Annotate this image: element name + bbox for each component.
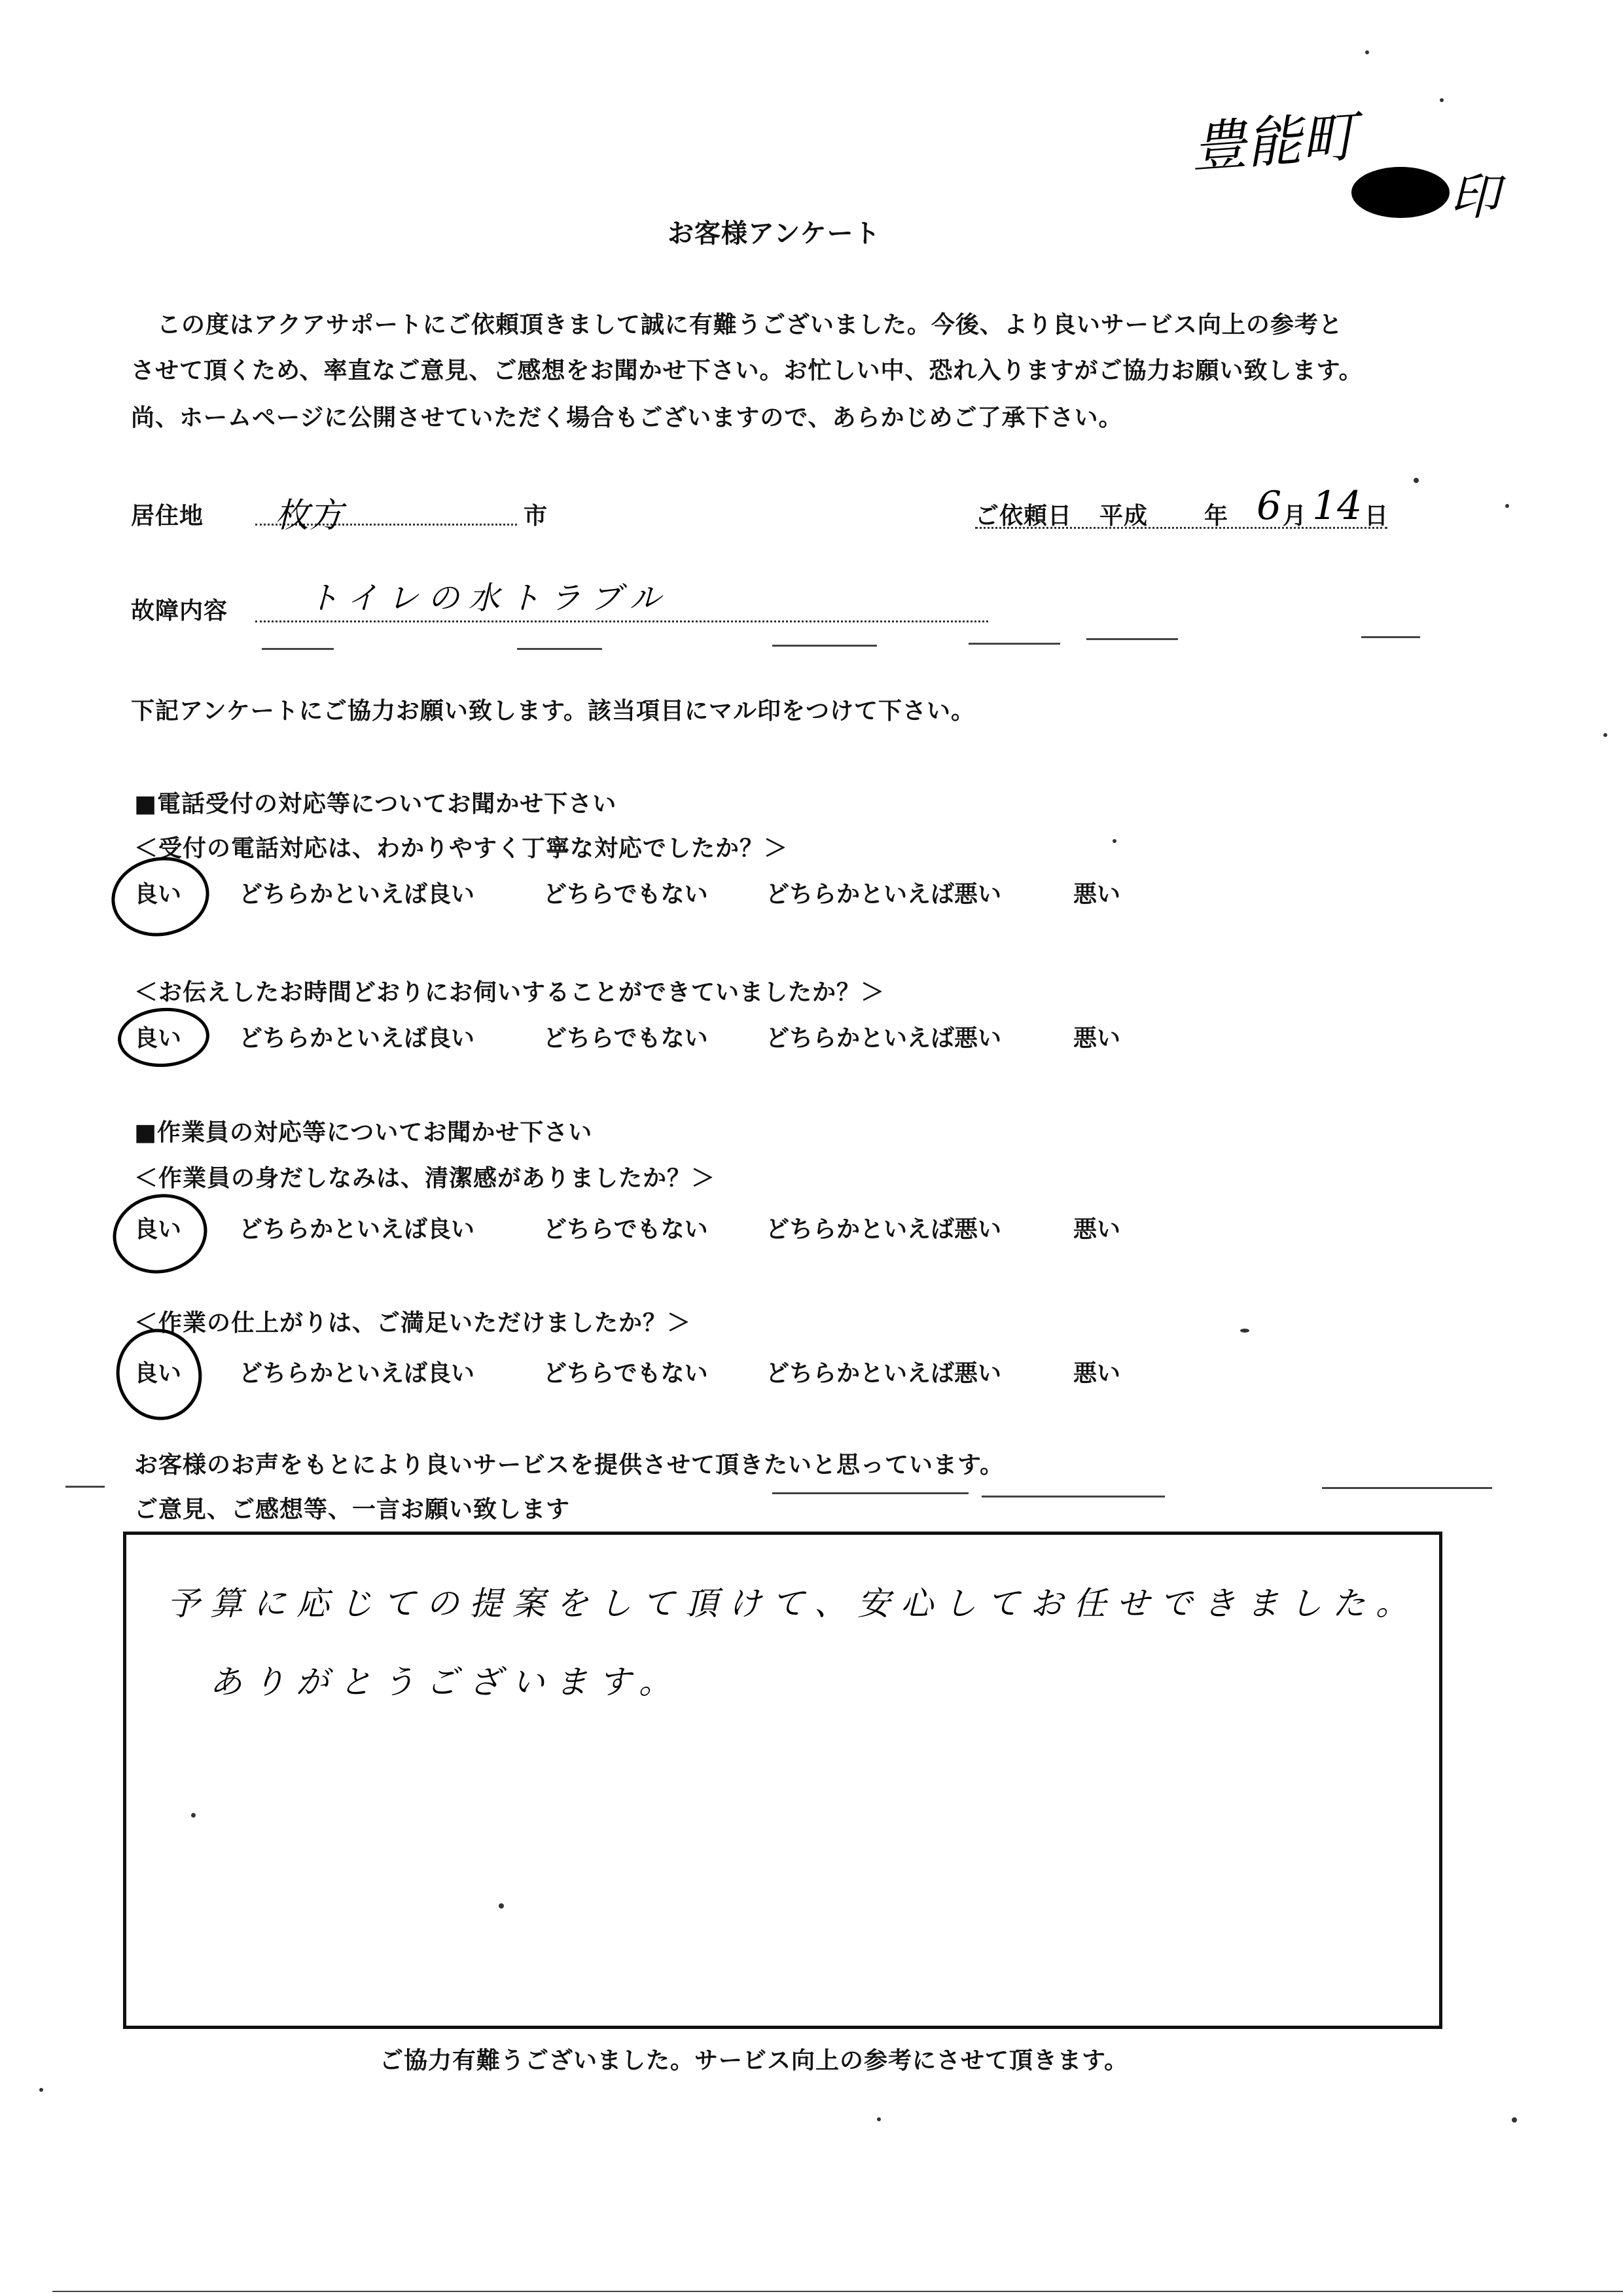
q2-option-bad[interactable]: 悪い [1073, 1025, 1121, 1052]
scan-speck [877, 2117, 881, 2121]
footer-text: ご協力有難うございました。サービス向上の参考にさせて頂きます。 [380, 2047, 1129, 2074]
q4-option-somewhat-good[interactable]: どちらかといえば良い [239, 1360, 475, 1387]
q2-option-neutral[interactable]: どちらでもない [543, 1025, 708, 1052]
q3-option-somewhat-bad[interactable]: どちらかといえば悪い [766, 1216, 1002, 1243]
request-date-day-label: 日 [1364, 503, 1389, 529]
q3-option-somewhat-good[interactable]: どちらかといえば良い [239, 1216, 475, 1243]
section-heading-phone: ■電話受付の対応等についてお聞かせ下さい [134, 791, 617, 817]
q1-option-somewhat-good[interactable]: どちらかといえば良い [239, 881, 475, 908]
question-4: ＜作業の仕上がりは、ご満足いただけましたか？＞ [134, 1310, 692, 1336]
intro-line-2: させて頂くため、率直なご意見、ご感想をお聞かせ下さい。お忙しい中、恐れ入りますがご協力お願い致します。 [131, 357, 1363, 384]
request-date-underline [975, 527, 1387, 529]
scan-dash [969, 643, 1060, 645]
q1-selection-circle [105, 850, 216, 944]
scan-speck [1113, 839, 1116, 843]
question-2: ＜お伝えしたお時間どおりにお伺いすることができていましたか？＞ [134, 979, 885, 1006]
redaction-blot [1351, 167, 1450, 218]
request-date-label: ご依頼日 [975, 503, 1073, 529]
q4-option-neutral[interactable]: どちらでもない [543, 1360, 708, 1387]
scan-dash [772, 1492, 969, 1494]
residence-value: 枚方 [275, 496, 344, 535]
scan-dash [1361, 636, 1420, 638]
question-1: ＜受付の電話対応は、わかりやすく丁寧な対応でしたか？＞ [134, 835, 789, 862]
handwritten-town-name: 豊能町 [1189, 104, 1359, 180]
request-date-month: 6 [1257, 483, 1282, 529]
q3-option-neutral[interactable]: どちらでもない [543, 1216, 708, 1243]
q4-option-somewhat-bad[interactable]: どちらかといえば悪い [766, 1360, 1002, 1387]
scan-dash [517, 648, 602, 650]
q2-option-somewhat-bad[interactable]: どちらかといえば悪い [766, 1025, 1002, 1052]
fault-label: 故障内容 [131, 598, 228, 624]
scan-speck [191, 1813, 196, 1818]
q1-option-somewhat-bad[interactable]: どちらかといえば悪い [766, 881, 1002, 908]
q2-selection-circle [116, 1005, 211, 1070]
request-date-era: 平成 [1099, 503, 1149, 529]
comment-line-2: ありがとうございます。 [209, 1663, 682, 1701]
q3-option-bad[interactable]: 悪い [1073, 1216, 1121, 1243]
scan-speck [1512, 2117, 1517, 2123]
intro-line-1: この度はアクアサポートにご依頼頂きまして誠に有難うございました。今後、より良いサービス向上の参考と [157, 312, 1343, 338]
closing-text: お客様のお声をもとにより良いサービスを提供させて頂きたいと思っています。 [134, 1452, 1005, 1479]
scan-speck [1365, 50, 1369, 54]
q1-option-bad[interactable]: 悪い [1073, 881, 1121, 908]
scan-speck [499, 1903, 504, 1909]
instruction-text: 下記アンケートにご協力お願い致します。該当項目にマル印をつけて下さい。 [131, 698, 975, 725]
scan-dash [1086, 638, 1178, 640]
residence-label: 居住地 [131, 503, 204, 529]
q3-option-good[interactable]: 良い [134, 1216, 182, 1243]
q1-option-good[interactable]: 良い [134, 881, 182, 908]
q4-option-good[interactable]: 良い [134, 1360, 182, 1387]
fault-underline [255, 620, 988, 622]
scan-speck [39, 2088, 43, 2092]
handwritten-stamp-mark: 印 [1450, 168, 1499, 226]
q1-option-neutral[interactable]: どちらでもない [543, 881, 708, 908]
question-3: ＜作業員の身だしなみは、清潔感がありましたか？＞ [134, 1165, 716, 1192]
scan-dash [772, 645, 877, 647]
scan-speck [1603, 733, 1607, 737]
fault-value: トイレの水トラブル [308, 580, 670, 617]
intro-line-3: 尚、ホームページに公開させていただく場合もございますので、あらかじめご了承下さい。 [131, 404, 1123, 431]
scan-speck [1240, 1329, 1249, 1333]
scan-dash [65, 1486, 105, 1488]
scan-speck [1505, 504, 1509, 508]
section-heading-staff: ■作業員の対応等についてお聞かせ下さい [134, 1119, 593, 1146]
scan-dash [262, 648, 334, 650]
scan-speck [1414, 478, 1419, 483]
residence-suffix: 市 [524, 503, 548, 529]
request-date-year-label: 年 [1204, 503, 1229, 529]
q2-option-somewhat-good[interactable]: どちらかといえば良い [239, 1025, 475, 1052]
comment-line-1: 予算に応じての提案をして頂けて、安心してお任せできました。 [167, 1585, 1419, 1623]
request-date-day: 14 [1312, 483, 1363, 529]
scan-bottom-line [52, 2291, 1623, 2292]
scan-dash [1322, 1487, 1492, 1489]
q2-option-good[interactable]: 良い [134, 1025, 182, 1052]
scan-speck [1440, 98, 1444, 102]
comment-prompt: ご意見、ご感想等、一言お願い致します [134, 1496, 571, 1523]
request-date-month-label: 月 [1283, 503, 1308, 529]
q4-option-bad[interactable]: 悪い [1073, 1360, 1121, 1387]
page-title: お客様アンケート [668, 219, 881, 249]
q3-selection-circle [105, 1185, 215, 1282]
scan-dash [982, 1496, 1165, 1498]
